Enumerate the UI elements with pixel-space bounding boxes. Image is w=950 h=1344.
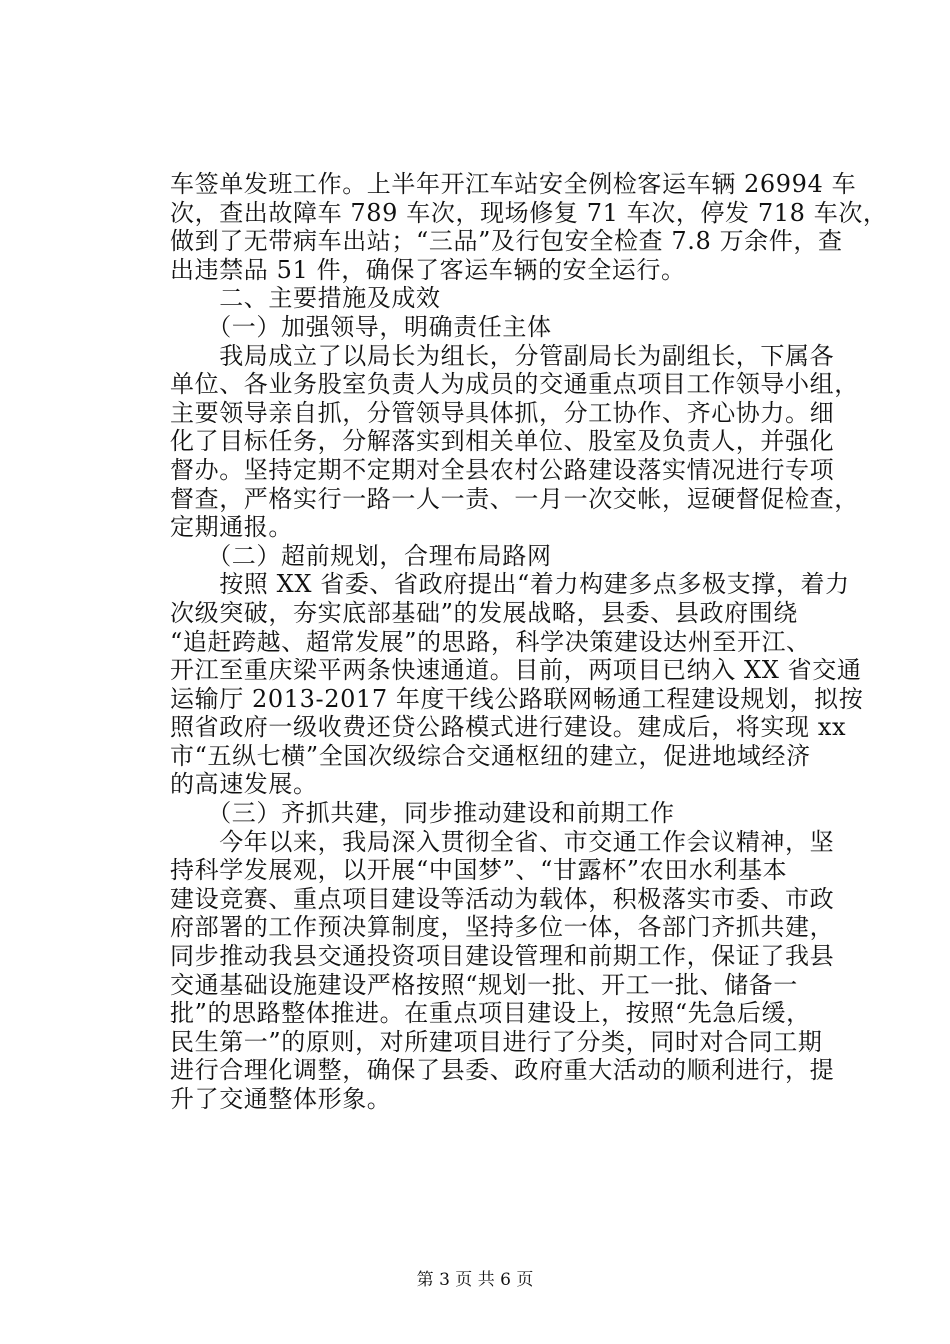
text-line: 次级突破，夯实底部基础”的发展战略，县委、县政府围绕 [170,598,798,627]
text-line: 车签单发班工作。上半年开江车站安全例检客运车辆 26994 车 [170,170,857,198]
text-line: 持科学发展观，以开展“中国梦”、“甘露杯”农田水利基本 [170,856,788,885]
subsection-heading: （二）超前规划，合理布局路网 [170,541,552,570]
text-line: 批”的思路整体推进。在重点项目建设上，按照“先急后缓， [170,999,811,1028]
text-line: 运输厅 2013-2017 年度干线公路联网畅通工程建设规划，拟按 [170,684,864,713]
text-line: 督查，严格实行一路一人一责、一月一次交帐，逗硬督促检查， [170,484,859,513]
text-line: 府部署的工作预决算制度，坚持多位一体，各部门齐抓共建， [170,913,835,942]
text-line: 升了交通整体形象。 [170,1085,392,1113]
subsection-heading: （三）齐抓共建，同步推动建设和前期工作 [170,799,675,828]
text-line: 今年以来，我局深入贯彻全省、市交通工作会议精神，坚 [170,827,835,856]
section-heading: 二、主要措施及成效 [170,284,441,313]
text-line: 民生第一”的原则，对所建项目进行了分类，同时对合同工期 [170,1027,823,1056]
text-line: 单位、各业务股室负责人为成员的交通重点项目工作领导小组， [170,370,859,399]
text-line: 开江至重庆梁平两条快速通道。目前，两项目已纳入 XX 省交通 [170,656,862,685]
text-line: 照省政府一级收费还贷公路模式进行建设。建成后，将实现 xx [170,713,847,742]
text-line: 督办。坚持定期不定期对全县农村公路建设落实情况进行专项 [170,455,835,484]
subsection-heading: （一）加强领导，明确责任主体 [170,312,552,341]
page-number-footer: 第 3 页 共 6 页 [416,1270,534,1290]
text-line: 次，查出故障车 789 车次，现场修复 71 车次，停发 718 车次， [170,198,888,227]
text-line: 进行合理化调整，确保了县委、政府重大活动的顺利进行，提 [170,1056,835,1085]
body-text [170,170,888,1114]
text-line: 做到了无带病车出站；“三品”及行包安全检查 7.8 万余件，查 [170,227,843,256]
text-line: 市“五纵七横”全国次级综合交通枢纽的建立，促进地域经济 [170,741,811,770]
text-line: 化了目标任务，分解落实到相关单位、股室及负责人，并强化 [170,427,835,456]
text-line: 出违禁品 51 件，确保了客运车辆的安全运行。 [170,255,686,284]
text-line: 按照 XX 省委、省政府提出“着力构建多点多极支撑，着力 [170,570,850,599]
text-line: 交通基础设施建设严格按照“规划一批、开工一批、储备一 [170,970,798,999]
text-line: 同步推动我县交通投资项目建设管理和前期工作，保证了我县 [170,942,835,971]
text-line: 建设竞赛、重点项目建设等活动为载体，积极落实市委、市政 [170,884,835,913]
text-line: 定期通报。 [170,513,293,542]
text-line: 主要领导亲自抓，分管领导具体抓，分工协作、齐心协力。细 [170,398,835,427]
text-line: 我局成立了以局长为组长，分管副局长为副组长，下属各 [170,341,835,370]
text-line: 的高速发展。 [170,770,318,799]
text-line: “追赶跨越、超常发展”的思路，科学决策建设达州至开江、 [170,627,811,656]
